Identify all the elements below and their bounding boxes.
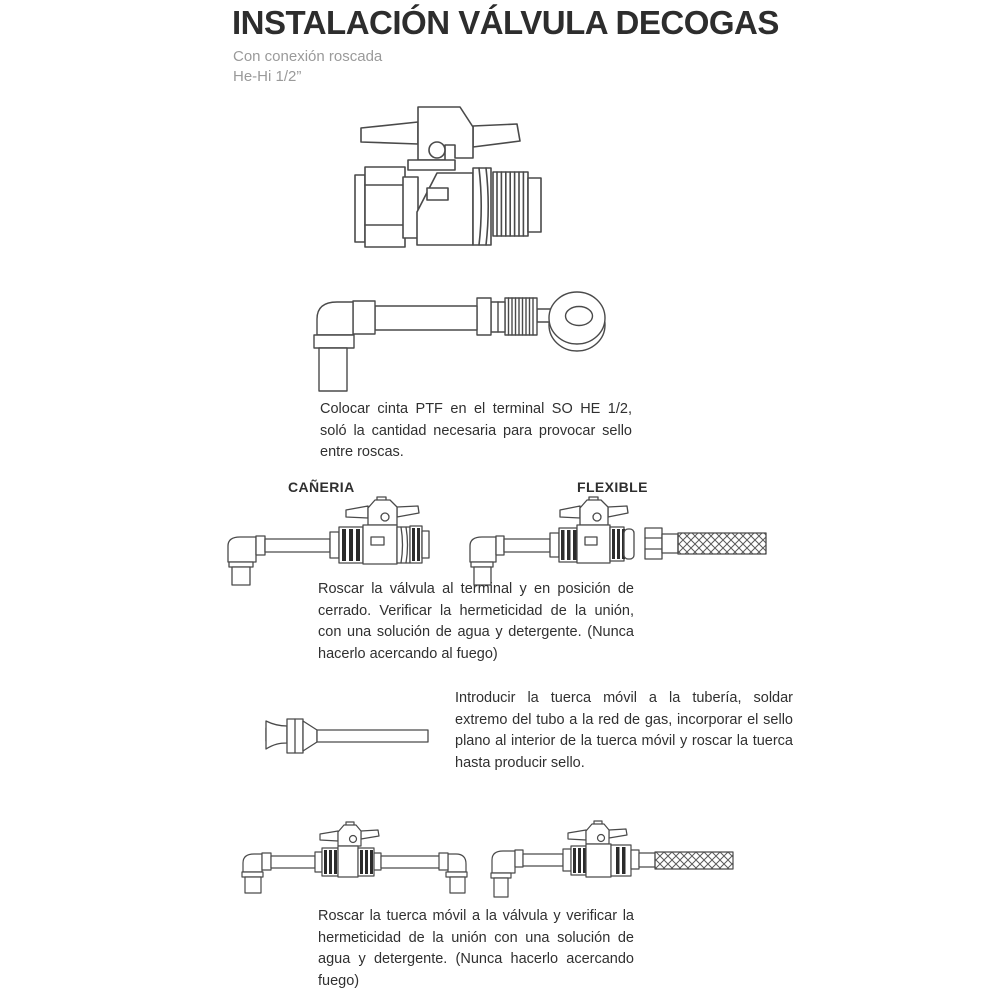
valve-on-pipe-drawing xyxy=(220,496,450,592)
caneria-label: CAÑERIA xyxy=(288,479,355,495)
page-title: INSTALACIÓN VÁLVULA DECOGAS xyxy=(232,4,779,41)
mobile-nut-drawing xyxy=(262,703,432,755)
final-flexible-diagram xyxy=(488,820,748,905)
valve-between-pipes-drawing xyxy=(225,820,480,895)
flexible-assembly-diagram xyxy=(463,496,768,592)
valve-to-flex-hose-drawing xyxy=(488,820,748,905)
step1-caption: Colocar cinta PTF en el terminal SO HE 1/2, soló la cantidad necesaria para provocar sello entre roscas. xyxy=(320,401,632,460)
step2-caption: Roscar la válvula al terminal y en posición de cerrado. Verificar la hermeticidad de la unión, con una solución de agua y detergente. (Nunca hacerlo acercando al fuego) xyxy=(318,581,634,662)
elbow-and-tape-drawing xyxy=(303,283,623,398)
final-caneria-diagram xyxy=(225,820,480,895)
subtitle-thread-size: He-Hi 1/2” xyxy=(233,68,302,85)
tuerca-movil-diagram xyxy=(262,703,432,755)
step3-caption: Introducir la tuerca móvil a la tubería, soldar extremo del tubo a la red de gas, incorporar el sello plano al interior de la tuerca móvil y roscar la tuerca hasta producir sello. xyxy=(455,690,793,771)
valve-front-view-diagram xyxy=(350,98,550,248)
step4-caption: Roscar la tuerca móvil a la válvula y verificar la hermeticidad de la unión con una solución de agua y detergente. (Nunca hacerlo acercando fuego) xyxy=(318,908,634,989)
subtitle-connection-type: Con conexión roscada xyxy=(233,48,383,65)
ptf-tape-step-diagram xyxy=(303,283,623,398)
flexible-label: FLEXIBLE xyxy=(577,479,648,495)
ball-valve-drawing xyxy=(350,98,550,248)
valve-and-flex-hose-drawing xyxy=(463,496,768,592)
caneria-assembly-diagram xyxy=(220,496,450,592)
